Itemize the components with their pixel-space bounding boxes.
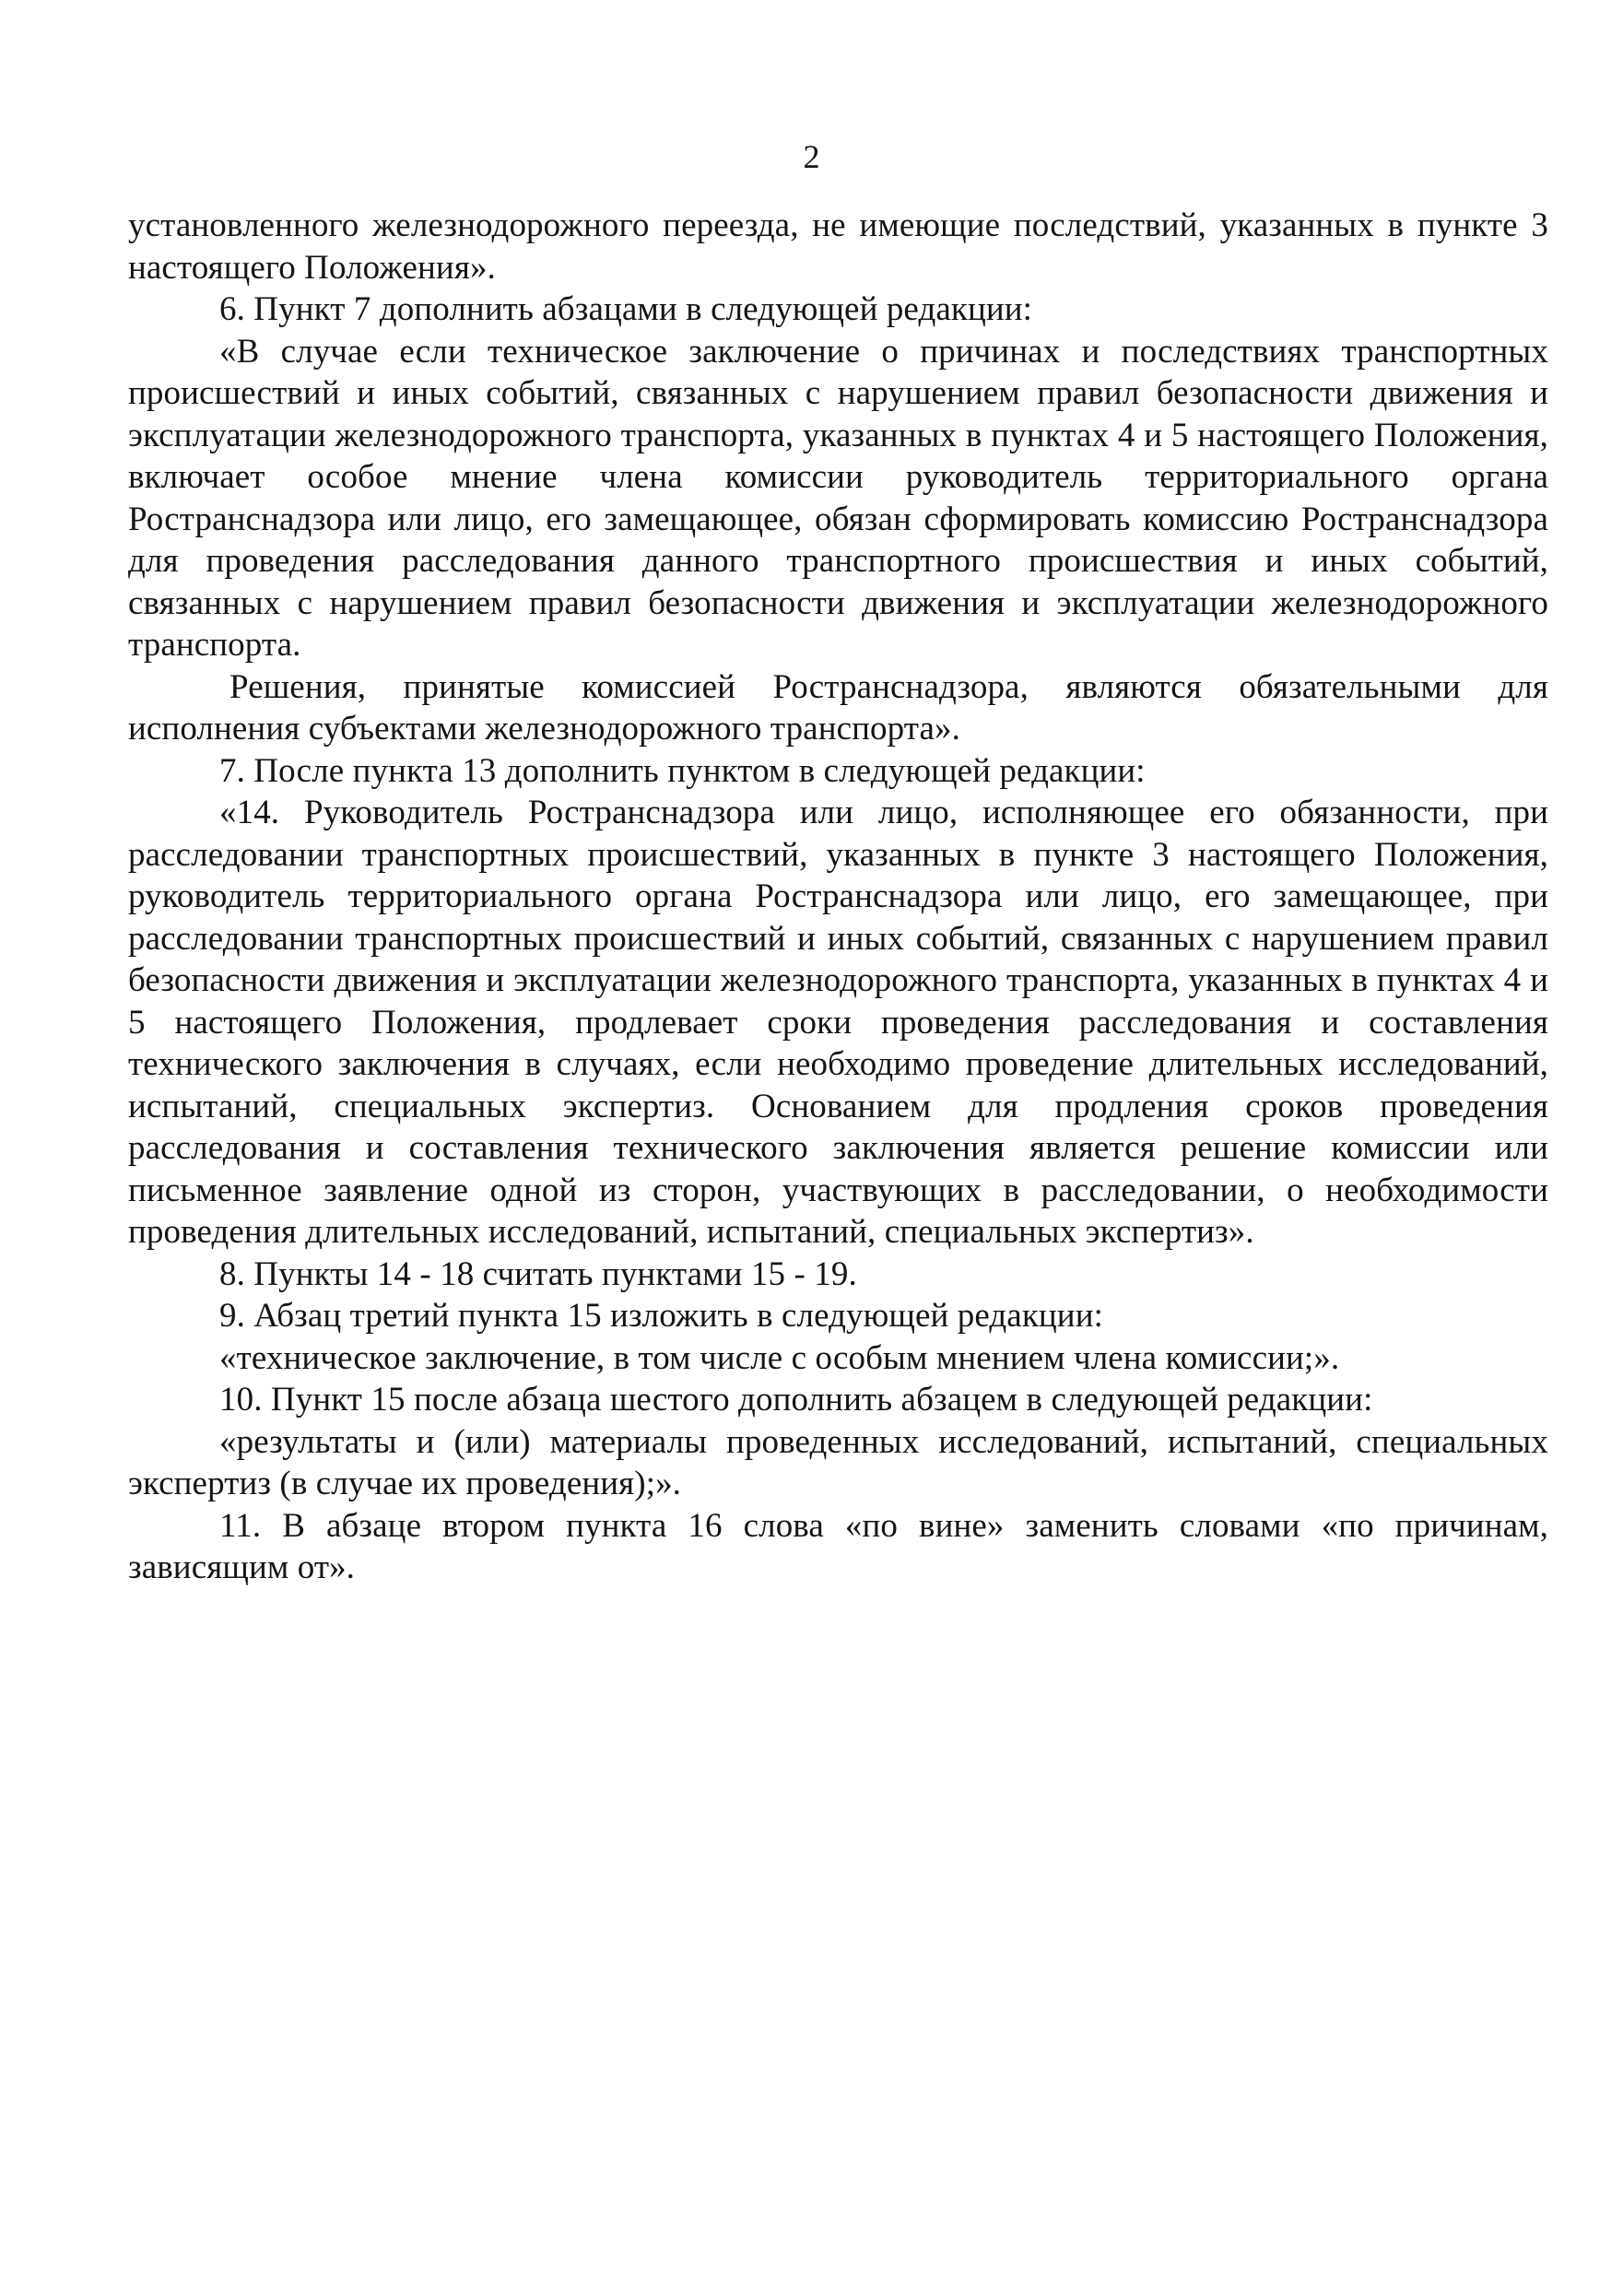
- paragraph-quote-item-6: «В случае если техническое заключение о причинах и последствиях транспортных происшествий и иных событий, связанных с нарушением правил безопасности движения и эксплуатации железнодорожного транспорта, указанных в пунктах 4 и 5 настоящего Положения, включает особое мнение члена комиссии руководитель территориального органа Ространснадзора или лицо, его замещающее, обязан сформировать комиссию Ространснадзора для проведения расследования данного транспортного происшествия и иных событий, связанных с нарушением правил безопасности движения и эксплуатации железнодорожного транспорта.: [128, 332, 1548, 664]
- paragraph-item-9: 9. Абзац третий пункта 15 изложить в следующей редакции:: [219, 1297, 1103, 1335]
- paragraph-item-11: 11. В абзаце втором пункта 16 слова «по вине» заменить словами «по причинам, зависящим от».: [128, 1506, 1548, 1586]
- paragraph-item-10: 10. Пункт 15 после абзаца шестого дополнить абзацем в следующей редакции:: [219, 1381, 1373, 1419]
- paragraph-decisions: Решения, принятые комиссией Ространснадзора, являются обязательными для исполнения субъектами железнодорожного транспорта».: [128, 667, 1548, 748]
- paragraph-continuation: установленного железнодорожного переезда, не имеющие последствий, указанных в пункте 3 настоящего Положения».: [128, 206, 1548, 287]
- paragraph-item-8: 8. Пункты 14 - 18 считать пунктами 15 - 19.: [219, 1254, 857, 1293]
- paragraph-quote-item-14: «14. Руководитель Ространснадзора или лицо, исполняющее его обязанности, при расследовании транспортных происшествий, указанных в пункте 3 настоящего Положения, руководитель территориального органа Ространснадзора или лицо, его замещающее, при расследовании транспортных происшествий и иных событий, связанных с нарушением правил безопасности движения и эксплуатации железнодорожного транспорта, указанных в пунктах 4 и 5 настоящего Положения, продлевает сроки проведения расследования и составления технического заключения в случаях, если необходимо проведение длительных исследований, испытаний, специальных экспертиз. Основанием для продления сроков проведения расследования и составления технического заключения является решение комиссии или письменное заявление одной из сторон, участвующих в расследовании, о необходимости проведения длительных исследований, испытаний, специальных экспертиз».: [128, 794, 1548, 1251]
- document-body: [128, 205, 1548, 1589]
- page-number: 2: [803, 138, 820, 175]
- paragraph-item-6: 6. Пункт 7 дополнить абзацами в следующей редакции:: [219, 290, 1033, 328]
- paragraph-quote-item-10: «результаты и (или) материалы проведенных исследований, испытаний, специальных экспертиз (в случае их проведения);».: [128, 1422, 1548, 1502]
- paragraph-item-7: 7. После пункта 13 дополнить пунктом в следующей редакции:: [219, 751, 1146, 790]
- paragraph-quote-item-9: «техническое заключение, в том числе с особым мнением члена комиссии;».: [219, 1338, 1340, 1377]
